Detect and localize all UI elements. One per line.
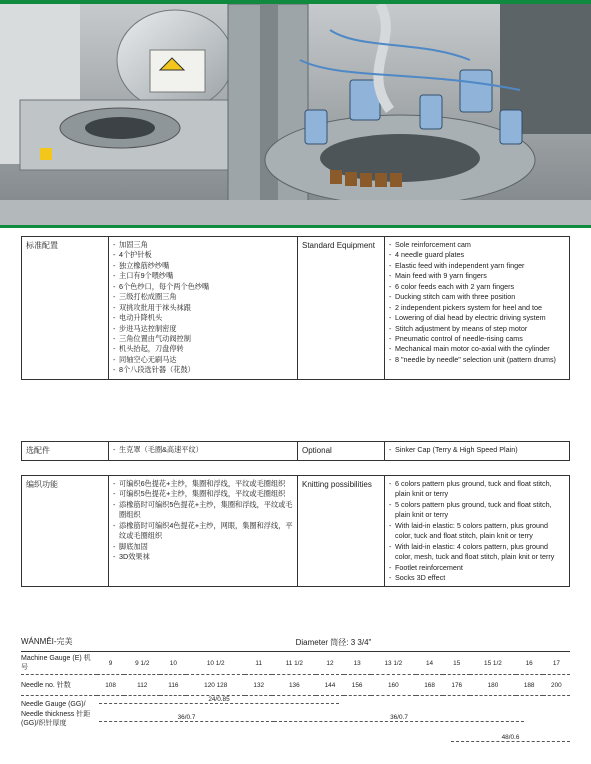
needle-cell: 112 (124, 675, 160, 696)
diameter-label: Diameter 筒径: 3 3/4" (97, 633, 570, 652)
list-item: - 主口有9个喂纱嘴 (113, 271, 293, 281)
list-item: - Main feed with 9 yarn fingers (389, 271, 565, 281)
machine-photo (0, 0, 591, 225)
list-item: - 4 needle guard plates (389, 250, 565, 260)
list-item: - Pneumatic control of needle-rising cams (389, 334, 565, 344)
knitting-zh-label: 编织功能 (22, 476, 109, 587)
standard-config-en-list (385, 237, 570, 380)
list-item: - Ducking stitch cam with three position (389, 292, 565, 302)
thickness-range: 36/0.7 (274, 714, 524, 722)
needle-no-label: Needle no. 针数 (21, 675, 97, 696)
needle-cell: 180 (470, 675, 515, 696)
list-item: - 生克罩（毛圈&高速平纹） (113, 445, 293, 455)
gauge-cell: 16 (516, 652, 543, 675)
list-item: - 5 colors pattern plus ground, tuck and float stitch, plain knit or terry (389, 500, 565, 521)
knitting-en-label: Knitting possibilities (298, 476, 385, 587)
needle-thickness-rows (21, 696, 570, 752)
thickness-range: 36/0.7 (99, 714, 274, 722)
gauge-cell: 13 (344, 652, 371, 675)
list-item: - Mechanical main motor co-axial with the cylinder (389, 344, 565, 354)
optional-table (21, 441, 570, 461)
machine-illustration (0, 0, 591, 225)
list-item: - 6 color feeds each with 2 yarn fingers (389, 282, 565, 292)
list-item: - 6 colors pattern plus ground, tuck and float stitch, plain knit or terry (389, 479, 565, 500)
list-item: - With laid-in elastic: 4 colors pattern, plus ground color, mesh, tuck and float stitch, plain knit or terry (389, 542, 565, 563)
list-item: - 8 "needle by needle" selection unit (pattern drums) (389, 355, 565, 365)
list-item: - With laid-in elastic: 5 colors pattern, plus ground color, tuck and float stitch, plain knit or terry (389, 521, 565, 542)
standard-config-zh-label: 标准配置 (22, 237, 109, 380)
gauge-cell: 17 (543, 652, 570, 675)
list-item: - 可编织5色提花+主纱，集圈和浮线，平纹或毛圈组织 (113, 489, 293, 499)
standard-config-en-label: Standard Equipment (298, 237, 385, 380)
list-item: - 添橡筋时可编织4色提花+主纱，网眼，集圈和浮线，平纹或毛圈组织 (113, 521, 293, 542)
thickness-range: 48/0.6 (451, 734, 570, 742)
list-item: - 可编织6色提花+主纱，集圈和浮线，平纹或毛圈组织 (113, 479, 293, 489)
knitting-en-list (385, 476, 570, 587)
list-item: - 电动升降机头 (113, 313, 293, 323)
list-item: - Sole reinforcement cam (389, 240, 565, 250)
needle-cell: 108 (97, 675, 124, 696)
list-item: - 6个色纱口，每个两个色纱嘴 (113, 282, 293, 292)
list-item: - 8个八段选针器（花鼓） (113, 365, 293, 375)
needle-cell: 168 (416, 675, 443, 696)
optional-zh-label: 选配件 (22, 442, 109, 461)
needle-cell: 116 (160, 675, 186, 696)
list-item: - 同轴空心无刷马达 (113, 355, 293, 365)
gauge-cell: 15 (443, 652, 470, 675)
list-item: - 机头抬起，刀盘停转 (113, 344, 293, 354)
gauge-cell: 9 (97, 652, 124, 675)
list-item: - Stitch adjustment by means of step motor (389, 324, 565, 334)
list-item: - 三级打松成圈三角 (113, 292, 293, 302)
list-item: - 添橡筋时可编织5色提花+主纱，集圈和浮线，平纹或毛圈组织 (113, 500, 293, 521)
gauge-cell: 9 1/2 (124, 652, 160, 675)
list-item: - 加固三角 (113, 240, 293, 250)
gauge-cell: 10 (160, 652, 186, 675)
list-item: - 步进马达控制密度 (113, 324, 293, 334)
needle-cell: 160 (371, 675, 416, 696)
list-item: - Sinker Cap (Terry & High Speed Plain) (389, 445, 565, 455)
gauge-cell: 10 1/2 (186, 652, 245, 675)
optional-en-list (385, 442, 570, 461)
knitting-zh-list (109, 476, 298, 587)
list-item: - 3D效果袜 (113, 552, 293, 562)
list-item: - Socks 3D effect (389, 573, 565, 583)
list-item: - 2 independent pickers system for heel and toe (389, 303, 565, 313)
gauge-cell: 15 1/2 (470, 652, 515, 675)
gauge-cell: 11 (245, 652, 272, 675)
needle-cell: 188 (516, 675, 543, 696)
list-item: - 双挑攻批用于袜头袜跟 (113, 303, 293, 313)
needle-cell: 200 (543, 675, 570, 696)
machine-gauge-label: Machine Gauge (E) 机号 (21, 652, 97, 675)
brand-label: WÁNMĚI-完美 (21, 633, 97, 652)
list-item: - Footlet reinforcement (389, 563, 565, 573)
needle-cell: 136 (272, 675, 316, 696)
thickness-range: 24/0.85 (99, 696, 339, 704)
gauge-cell: 11 1/2 (272, 652, 316, 675)
list-item: - 独立橡筋纱纱嘴 (113, 261, 293, 271)
photo-divider-bar (0, 225, 591, 228)
list-item: - 三角位置由气动阀控制 (113, 334, 293, 344)
needle-cell: 156 (344, 675, 371, 696)
needle-thickness-label: Needle Gauge (GG)/ Needle thickness 针距(GG)/织针厚度 (21, 701, 91, 728)
list-item: - 脚底加固 (113, 542, 293, 552)
needle-cell: 176 (443, 675, 470, 696)
gauge-cell: 12 (316, 652, 343, 675)
gauge-cell: 13 1/2 (371, 652, 416, 675)
top-accent-bar (0, 0, 591, 4)
standard-config-zh-list (109, 237, 298, 380)
gauge-cell: 14 (416, 652, 443, 675)
knitting-table (21, 475, 570, 587)
optional-zh-list (109, 442, 298, 461)
list-item: - Lowering of dial head by electric driving system (389, 313, 565, 323)
list-item: - 4个护针板 (113, 250, 293, 260)
optional-en-label: Optional (298, 442, 385, 461)
needle-cell: 120 128 (186, 675, 245, 696)
list-item: - Elastic feed with independent yarn finger (389, 261, 565, 271)
needle-cell: 144 (316, 675, 343, 696)
gauge-table (21, 633, 570, 752)
standard-config-table (21, 236, 570, 380)
needle-cell: 132 (245, 675, 272, 696)
